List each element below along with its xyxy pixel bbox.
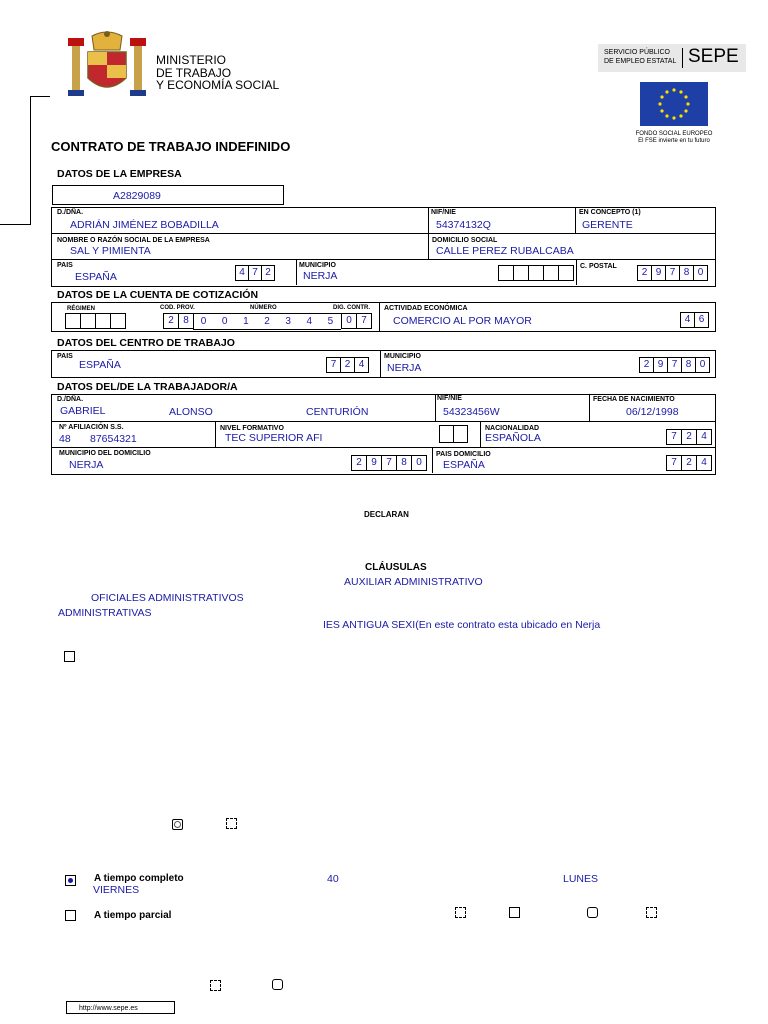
parcial-option-3[interactable] bbox=[587, 907, 598, 918]
mun-domicilio-cells[interactable]: 2 9 7 8 0 bbox=[352, 455, 427, 471]
concepto-value[interactable]: GERENTE bbox=[582, 219, 633, 231]
mun-domicilio-label: MUNICIPIO DEL DOMICILIO bbox=[59, 450, 151, 457]
nivel-label: NIVEL FORMATIVO bbox=[220, 425, 284, 432]
page-title: CONTRATO DE TRABAJO INDEFINIDO bbox=[51, 139, 291, 154]
trabajador-apellido1[interactable]: ALONSO bbox=[169, 406, 213, 418]
grupo-value[interactable]: OFICIALES ADMINISTRATIVOS bbox=[91, 592, 244, 604]
dig-cells[interactable]: 0 7 bbox=[342, 313, 372, 329]
dia-inicio-value[interactable]: LUNES bbox=[563, 873, 599, 885]
prov-label: COD. PROV. bbox=[160, 305, 195, 311]
mun-domicilio-value[interactable]: NERJA bbox=[69, 459, 104, 471]
razon-social-value[interactable]: SAL Y PIMIENTA bbox=[70, 245, 151, 257]
nivel-code-cells[interactable] bbox=[440, 425, 468, 443]
numero-cells[interactable]: 0 0 1 2 3 4 5 bbox=[193, 313, 341, 330]
dig-label: DIG. CONTR. bbox=[333, 305, 370, 311]
afiliacion-num[interactable]: 87654321 bbox=[90, 433, 137, 445]
centro-municipio-value[interactable]: NERJA bbox=[387, 362, 422, 374]
parcial-label: A tiempo parcial bbox=[94, 910, 172, 921]
nacimiento-value[interactable]: 06/12/1998 bbox=[626, 406, 679, 418]
puesto-value[interactable]: AUXILIAR ADMINISTRATIVO bbox=[344, 576, 483, 588]
eu-flag-icon bbox=[640, 82, 708, 126]
centro-pais-label: PAIS bbox=[57, 353, 73, 360]
actividad-label: ACTIVIDAD ECONÓMICA bbox=[384, 305, 468, 312]
empresa-heading: DATOS DE LA EMPRESA bbox=[57, 168, 182, 180]
razon-social-label: NOMBRE O RAZÓN SOCIAL DE LA EMPRESA bbox=[57, 237, 210, 244]
pais-domicilio-value[interactable]: ESPAÑA bbox=[443, 459, 485, 471]
option-checkbox-1[interactable] bbox=[172, 819, 183, 830]
nacionalidad-label: NACIONALIDAD bbox=[485, 425, 540, 432]
cpostal-label: C. POSTAL bbox=[580, 263, 617, 270]
representante-value[interactable]: ADRIÁN JIMÉNEZ BOBADILLA bbox=[70, 219, 219, 231]
pais-domicilio-label: PAIS DOMICILIO bbox=[436, 451, 491, 458]
trabajador-nif-label: NIF/NIE bbox=[437, 395, 462, 402]
concepto-label: EN CONCEPTO (1) bbox=[579, 209, 641, 216]
domicilio-label: DOMICILIO SOCIAL bbox=[432, 237, 498, 244]
pais-domicilio-cells[interactable]: 7 2 4 bbox=[667, 455, 712, 471]
numero-label: NÚMERO bbox=[250, 305, 277, 311]
sepe-wordmark: SEPE bbox=[688, 46, 739, 67]
centro-heading: DATOS DEL CENTRO DE TRABAJO bbox=[57, 337, 235, 349]
bottom-checkbox-1[interactable] bbox=[210, 980, 221, 991]
clausulas-heading: CLÁUSULAS bbox=[365, 562, 427, 573]
centro-municipio-label: MUNICIPIO bbox=[384, 353, 421, 360]
trabajador-apellido2[interactable]: CENTURIÓN bbox=[306, 406, 369, 418]
cpostal-cells[interactable]: 2 9 7 8 0 bbox=[638, 265, 708, 281]
municipio-code-cells[interactable] bbox=[499, 265, 574, 281]
clause-checkbox[interactable] bbox=[64, 651, 75, 662]
afiliacion-label: Nº AFILIACIÓN S.S. bbox=[59, 424, 124, 431]
actividad-value[interactable]: COMERCIO AL POR MAYOR bbox=[393, 315, 532, 327]
centro-cp-cells[interactable]: 2 9 7 8 0 bbox=[640, 357, 710, 373]
parcial-option-4[interactable] bbox=[646, 907, 657, 918]
margin-mark bbox=[30, 96, 50, 97]
nif-value[interactable]: 54374132Q bbox=[436, 219, 491, 231]
footer-url[interactable]: http://www.sepe.es bbox=[66, 1001, 175, 1014]
parcial-option-2[interactable] bbox=[509, 907, 520, 918]
parcial-option-1[interactable] bbox=[455, 907, 466, 918]
completo-label: A tiempo completo bbox=[94, 873, 184, 884]
trabajador-nombre[interactable]: GABRIEL bbox=[60, 405, 106, 417]
municipio-value[interactable]: NERJA bbox=[303, 270, 338, 282]
declaran-heading: DECLARAN bbox=[364, 510, 409, 519]
coat-of-arms-icon bbox=[66, 30, 148, 102]
completo-checkbox[interactable] bbox=[65, 875, 76, 886]
fse-slogan: El FSE invierte en tu futuro bbox=[638, 138, 710, 144]
horas-value[interactable]: 40 bbox=[327, 873, 339, 885]
municipio-label: MUNICIPIO bbox=[299, 262, 336, 269]
sepe-small-1: SERVICIO PÚBLICO bbox=[604, 49, 671, 56]
afiliacion-prov[interactable]: 48 bbox=[59, 433, 71, 445]
centro-pais-cells[interactable]: 7 2 4 bbox=[327, 357, 369, 373]
area-value[interactable]: ADMINISTRATIVAS bbox=[58, 607, 152, 619]
pais-code-cells[interactable]: 4 7 2 bbox=[236, 265, 275, 281]
pais-value[interactable]: ESPAÑA bbox=[75, 271, 117, 283]
margin-line bbox=[30, 96, 31, 224]
d-label: D./DÑA. bbox=[57, 209, 84, 216]
trabajador-heading: DATOS DEL/DE LA TRABAJADOR/A bbox=[57, 381, 238, 393]
ministry-line-2: DE TRABAJO bbox=[156, 65, 232, 80]
domicilio-value[interactable]: CALLE PEREZ RUBALCABA bbox=[436, 245, 574, 257]
actividad-code-cells[interactable]: 4 6 bbox=[681, 312, 709, 328]
ccc-cells[interactable]: 2 8 bbox=[164, 313, 194, 329]
nivel-value[interactable]: TEC SUPERIOR AFI bbox=[225, 432, 323, 444]
nacimiento-label: FECHA DE NACIMIENTO bbox=[593, 396, 675, 403]
margin-mark-bottom bbox=[0, 224, 31, 225]
cotizacion-heading: DATOS DE LA CUENTA DE COTIZACIÓN bbox=[57, 289, 259, 301]
cif-field[interactable] bbox=[52, 185, 284, 205]
dia-fin-value[interactable]: VIERNES bbox=[93, 884, 140, 896]
nacionalidad-value[interactable]: ESPAÑOLA bbox=[485, 432, 541, 444]
trabajador-nif-value[interactable]: 54323456W bbox=[443, 406, 500, 418]
regimen-label: RÉGIMEN bbox=[67, 306, 96, 312]
sepe-small-2: DE EMPLEO ESTATAL bbox=[604, 58, 677, 65]
pais-label: PAIS bbox=[57, 262, 73, 269]
centro-ubicacion-value[interactable]: IES ANTIGUA SEXI(En este contrato esta ubicado en Nerja bbox=[323, 619, 601, 631]
parcial-checkbox[interactable] bbox=[65, 910, 76, 921]
ministry-line-3: Y ECONOMÍA SOCIAL bbox=[156, 78, 280, 92]
sepe-logo bbox=[598, 44, 746, 72]
bottom-checkbox-2[interactable] bbox=[272, 979, 283, 990]
trabajador-d-label: D./DÑA. bbox=[57, 396, 84, 403]
fse-title: FONDO SOCIAL EUROPEO bbox=[635, 131, 713, 137]
ministry-line-1: MINISTERIO bbox=[156, 53, 227, 67]
nif-label: NIF/NIE bbox=[431, 209, 456, 216]
cif-value: A2829089 bbox=[113, 190, 161, 202]
centro-pais-value[interactable]: ESPAÑA bbox=[79, 359, 121, 371]
nacionalidad-cells[interactable]: 7 2 4 bbox=[667, 429, 712, 445]
regimen-cells[interactable] bbox=[66, 313, 126, 329]
option-checkbox-2[interactable] bbox=[226, 818, 237, 829]
